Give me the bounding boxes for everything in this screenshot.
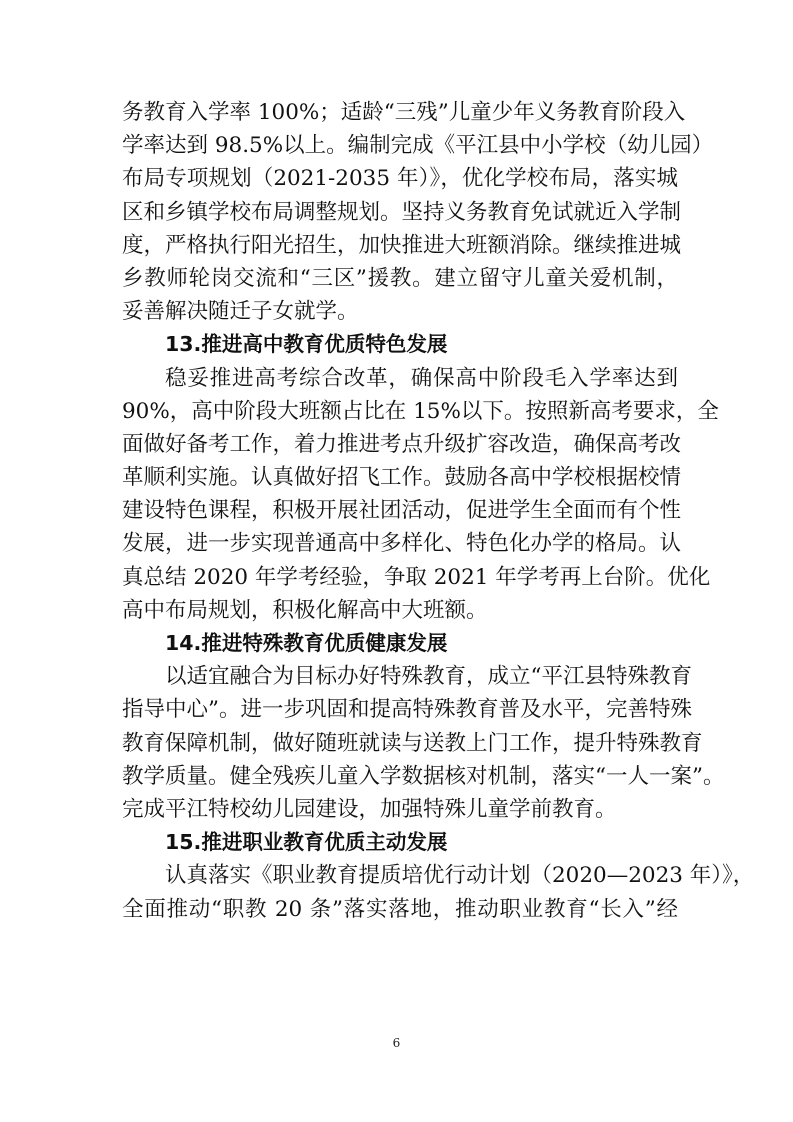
body-line: 妥善解决随迁子女就学。 bbox=[122, 299, 359, 325]
body-line: 高中布局规划，积极化解高中大班额。 bbox=[122, 597, 488, 623]
section-heading-13: 13.推进高中教育优质特色发展 bbox=[165, 332, 448, 357]
section-heading-14: 14.推进特殊教育优质健康发展 bbox=[165, 631, 448, 655]
body-line: 教育保障机制，做好随班就读与送教上门工作，提升特殊教育 bbox=[122, 730, 703, 756]
section-heading-15: 15.推进职业教育优质主动发展 bbox=[165, 830, 448, 855]
body-line: 教学质量。健全残疾儿童入学数据核对机制，落实“一人一案”。 bbox=[122, 763, 725, 789]
body-line: 区和乡镇学校布局调整规划。坚持义务教育免试就近入学制 bbox=[122, 199, 682, 225]
body-line: 90%，高中阶段大班额占比在 15%以下。按照新高考要求，全 bbox=[122, 398, 719, 424]
body-line: 务教育入学率 100%；适龄“三残”儿童少年义务教育阶段入 bbox=[122, 100, 686, 125]
body-line: 认真落实《职业教育提质培优行动计划（2020—2023 年）》， bbox=[165, 863, 755, 889]
body-line: 布局专项规划（2021-2035 年）》，优化学校布局，落实城 bbox=[122, 166, 678, 192]
body-line: 建设特色课程，积极开展社团活动，促进学生全面而有个性 bbox=[122, 498, 682, 524]
body-line: 学率达到 98.5%以上。编制完成《平江县中小学校（幼儿园） bbox=[122, 133, 714, 159]
body-line: 以适宜融合为目标办好特殊教育，成立“平江县特殊教育 bbox=[165, 664, 692, 690]
page-number: 6 bbox=[392, 1036, 401, 1050]
body-line: 完成平江特校幼儿园建设，加强特殊儿童学前教育。 bbox=[122, 796, 617, 822]
body-line: 真总结 2020 年学考经验，争取 2021 年学考再上台阶。优化 bbox=[122, 564, 711, 590]
body-line: 度，严格执行阳光招生，加快推进大班额消除。继续推进城 bbox=[122, 232, 682, 258]
body-line: 全面推动“职教 20 条”落实落地，推动职业教育“长入”经 bbox=[122, 896, 678, 922]
body-line: 革顺利实施。认真做好招飞工作。鼓励各高中学校根据校情 bbox=[122, 465, 682, 491]
document-body bbox=[122, 96, 755, 926]
body-line: 发展，进一步实现普通高中多样化、特色化办学的格局。认 bbox=[122, 531, 682, 557]
body-line: 稳妥推进高考综合改革，确保高中阶段毛入学率达到 bbox=[165, 365, 678, 391]
body-line: 面做好备考工作，着力推进考点升级扩容改造，确保高考改 bbox=[122, 431, 682, 457]
body-line: 指导中心”。进一步巩固和提高特殊教育普及水平，完善特殊 bbox=[122, 697, 692, 723]
body-line: 乡教师轮岗交流和“三区”援教。建立留守儿童关爱机制， bbox=[122, 265, 678, 291]
